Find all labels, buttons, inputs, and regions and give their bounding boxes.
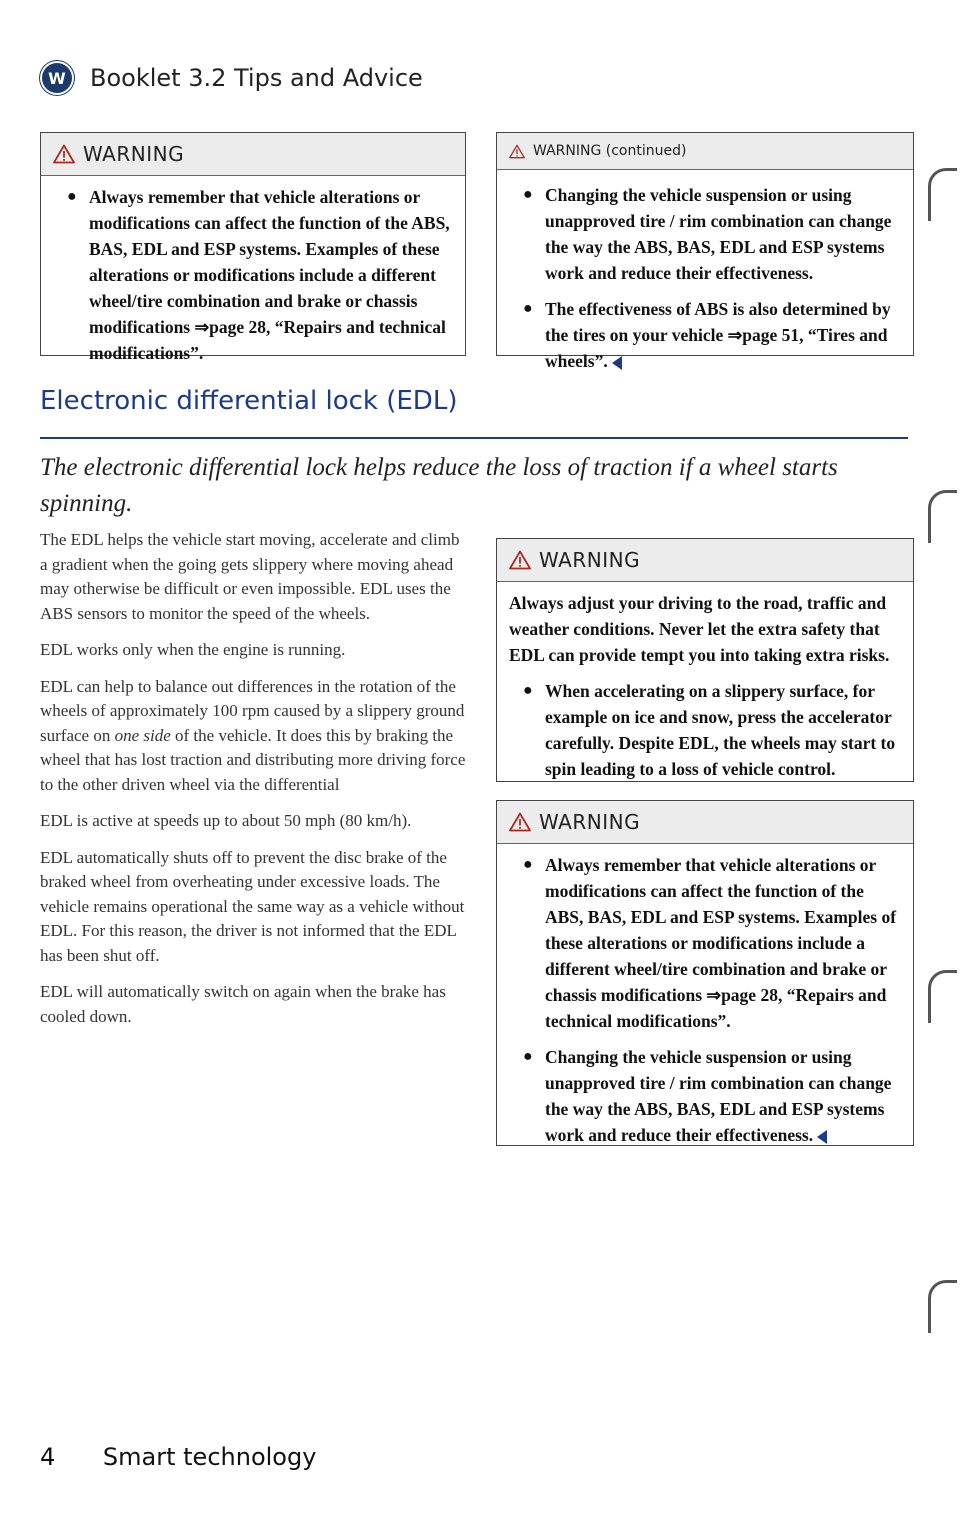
warning-box-3 — [496, 538, 914, 782]
section-end-icon — [612, 356, 622, 370]
header-title: Booklet 3.2 Tips and Advice — [90, 64, 423, 92]
warning-title: WARNING — [539, 548, 641, 572]
warning-item-text: When accelerating on a slippery surface, for example on ice and snow, press the accelerator carefully. Despite EDL, the wheels may start to spin leading to a loss of vehicle control. — [545, 681, 896, 779]
chapter-title: Smart technology — [102, 1443, 317, 1471]
warning-header — [497, 133, 913, 170]
warning-item-text: Changing the vehicle suspension or using unapproved tire / rim combination can change the way the ABS, BAS, EDL and ESP systems work and reduce their effectiveness. — [545, 185, 892, 283]
warning-box-1 — [40, 132, 466, 363]
warning-item — [509, 296, 903, 374]
bullet-icon: ● — [523, 186, 533, 203]
page-edge-mark — [928, 490, 957, 543]
warning-title: WARNING — [539, 810, 641, 834]
body-paragraph: EDL works only when the engine is running. — [40, 640, 346, 659]
warning-title: WARNING — [83, 142, 185, 166]
warning-item-text: The effectiveness of ABS is also determined by the tires on your vehicle ⇒page 51, “Tires and wheels”. — [545, 299, 891, 371]
body-paragraph: EDL is active at speeds up to about 50 mph (80 km/h). — [40, 811, 412, 830]
warning-box-4 — [496, 800, 914, 1146]
bullet-icon: ● — [523, 1048, 533, 1065]
warning-triangle-icon — [509, 550, 531, 570]
warning-triangle-icon — [509, 812, 531, 832]
warning-item-text: Always remember that vehicle alterations or modifications can affect the function of the ABS, BAS, EDL and ESP systems. Examples of these alterations or modifications include a different wheel/tire combination and brake or chassis modifications ⇒page 28, “Repairs and technical modifications”. — [545, 855, 897, 1031]
warning-triangle-icon — [509, 144, 525, 159]
section-end-icon — [817, 1130, 827, 1144]
page-header — [40, 56, 423, 100]
body-paragraph: EDL automatically shuts off to prevent the disc brake of the braked wheel from overheating under excessive loads. The vehicle remains operational the same way as a vehicle without EDL. For this reason, the driver is not informed that the EDL has been shut off. — [40, 847, 465, 965]
section-title: Electronic differential lock (EDL) — [40, 386, 458, 416]
warning-header — [41, 133, 465, 176]
page-edge-mark — [928, 168, 957, 221]
bullet-icon: ● — [523, 856, 533, 873]
page-edge-mark — [928, 970, 957, 1023]
warning-item-text: Always adjust your driving to the road, traffic and weather conditions. Never let the extra safety that EDL can provide tempt you into taking extra risks. — [509, 593, 890, 665]
brand-logo-icon: W — [40, 61, 74, 95]
body-text-column — [40, 528, 470, 1041]
warning-item-text: Always remember that vehicle alterations or modifications can affect the function of the ABS, BAS, EDL and ESP systems. Examples of these alterations or modifications include a different wheel/tire combination and brake or chassis modifications ⇒page 28, “Repairs and technical modifications”. — [89, 187, 450, 363]
warning-box-2 — [496, 132, 914, 371]
warning-triangle-icon — [53, 144, 75, 164]
warning-title: WARNING (continued) — [533, 143, 687, 159]
page-footer — [40, 1443, 316, 1471]
warning-item — [509, 590, 903, 668]
body-paragraph: EDL will automatically switch on again when the brake has cooled down. — [40, 982, 446, 1026]
page-edge-mark — [928, 1280, 957, 1333]
warning-header — [497, 801, 913, 844]
warning-item — [509, 852, 903, 1034]
warning-item — [509, 678, 903, 782]
section-subtitle: The electronic differential lock helps reduce the loss of traction if a wheel starts spinning. — [40, 454, 838, 517]
warning-item — [509, 1044, 903, 1148]
body-paragraph: The EDL helps the vehicle start moving, accelerate and climb a gradient when the going gets slippery where moving ahead may otherwise be difficult or even impossible. EDL uses the ABS sensors to monitor the speed of the wheels. — [40, 530, 460, 623]
bullet-icon: ● — [523, 300, 533, 317]
warning-item — [509, 182, 903, 286]
warning-header — [497, 539, 913, 582]
body-paragraph: EDL can help to balance out differences in the rotation of the wheels of approximately 100 rpm caused by a slippery ground surface on one side of the vehicle. It does this by braking the wheel that has lost traction and distributing more driving force to the other driven wheel via the differential — [40, 676, 466, 794]
warning-item — [53, 184, 455, 366]
bullet-icon: ● — [67, 188, 77, 205]
section-divider — [40, 437, 908, 439]
warning-item-text: Changing the vehicle suspension or using unapproved tire / rim combination can change the way the ABS, BAS, EDL and ESP systems work and reduce their effectiveness. — [545, 1047, 892, 1145]
bullet-icon: ● — [523, 682, 533, 699]
page-number: 4 — [40, 1443, 56, 1471]
